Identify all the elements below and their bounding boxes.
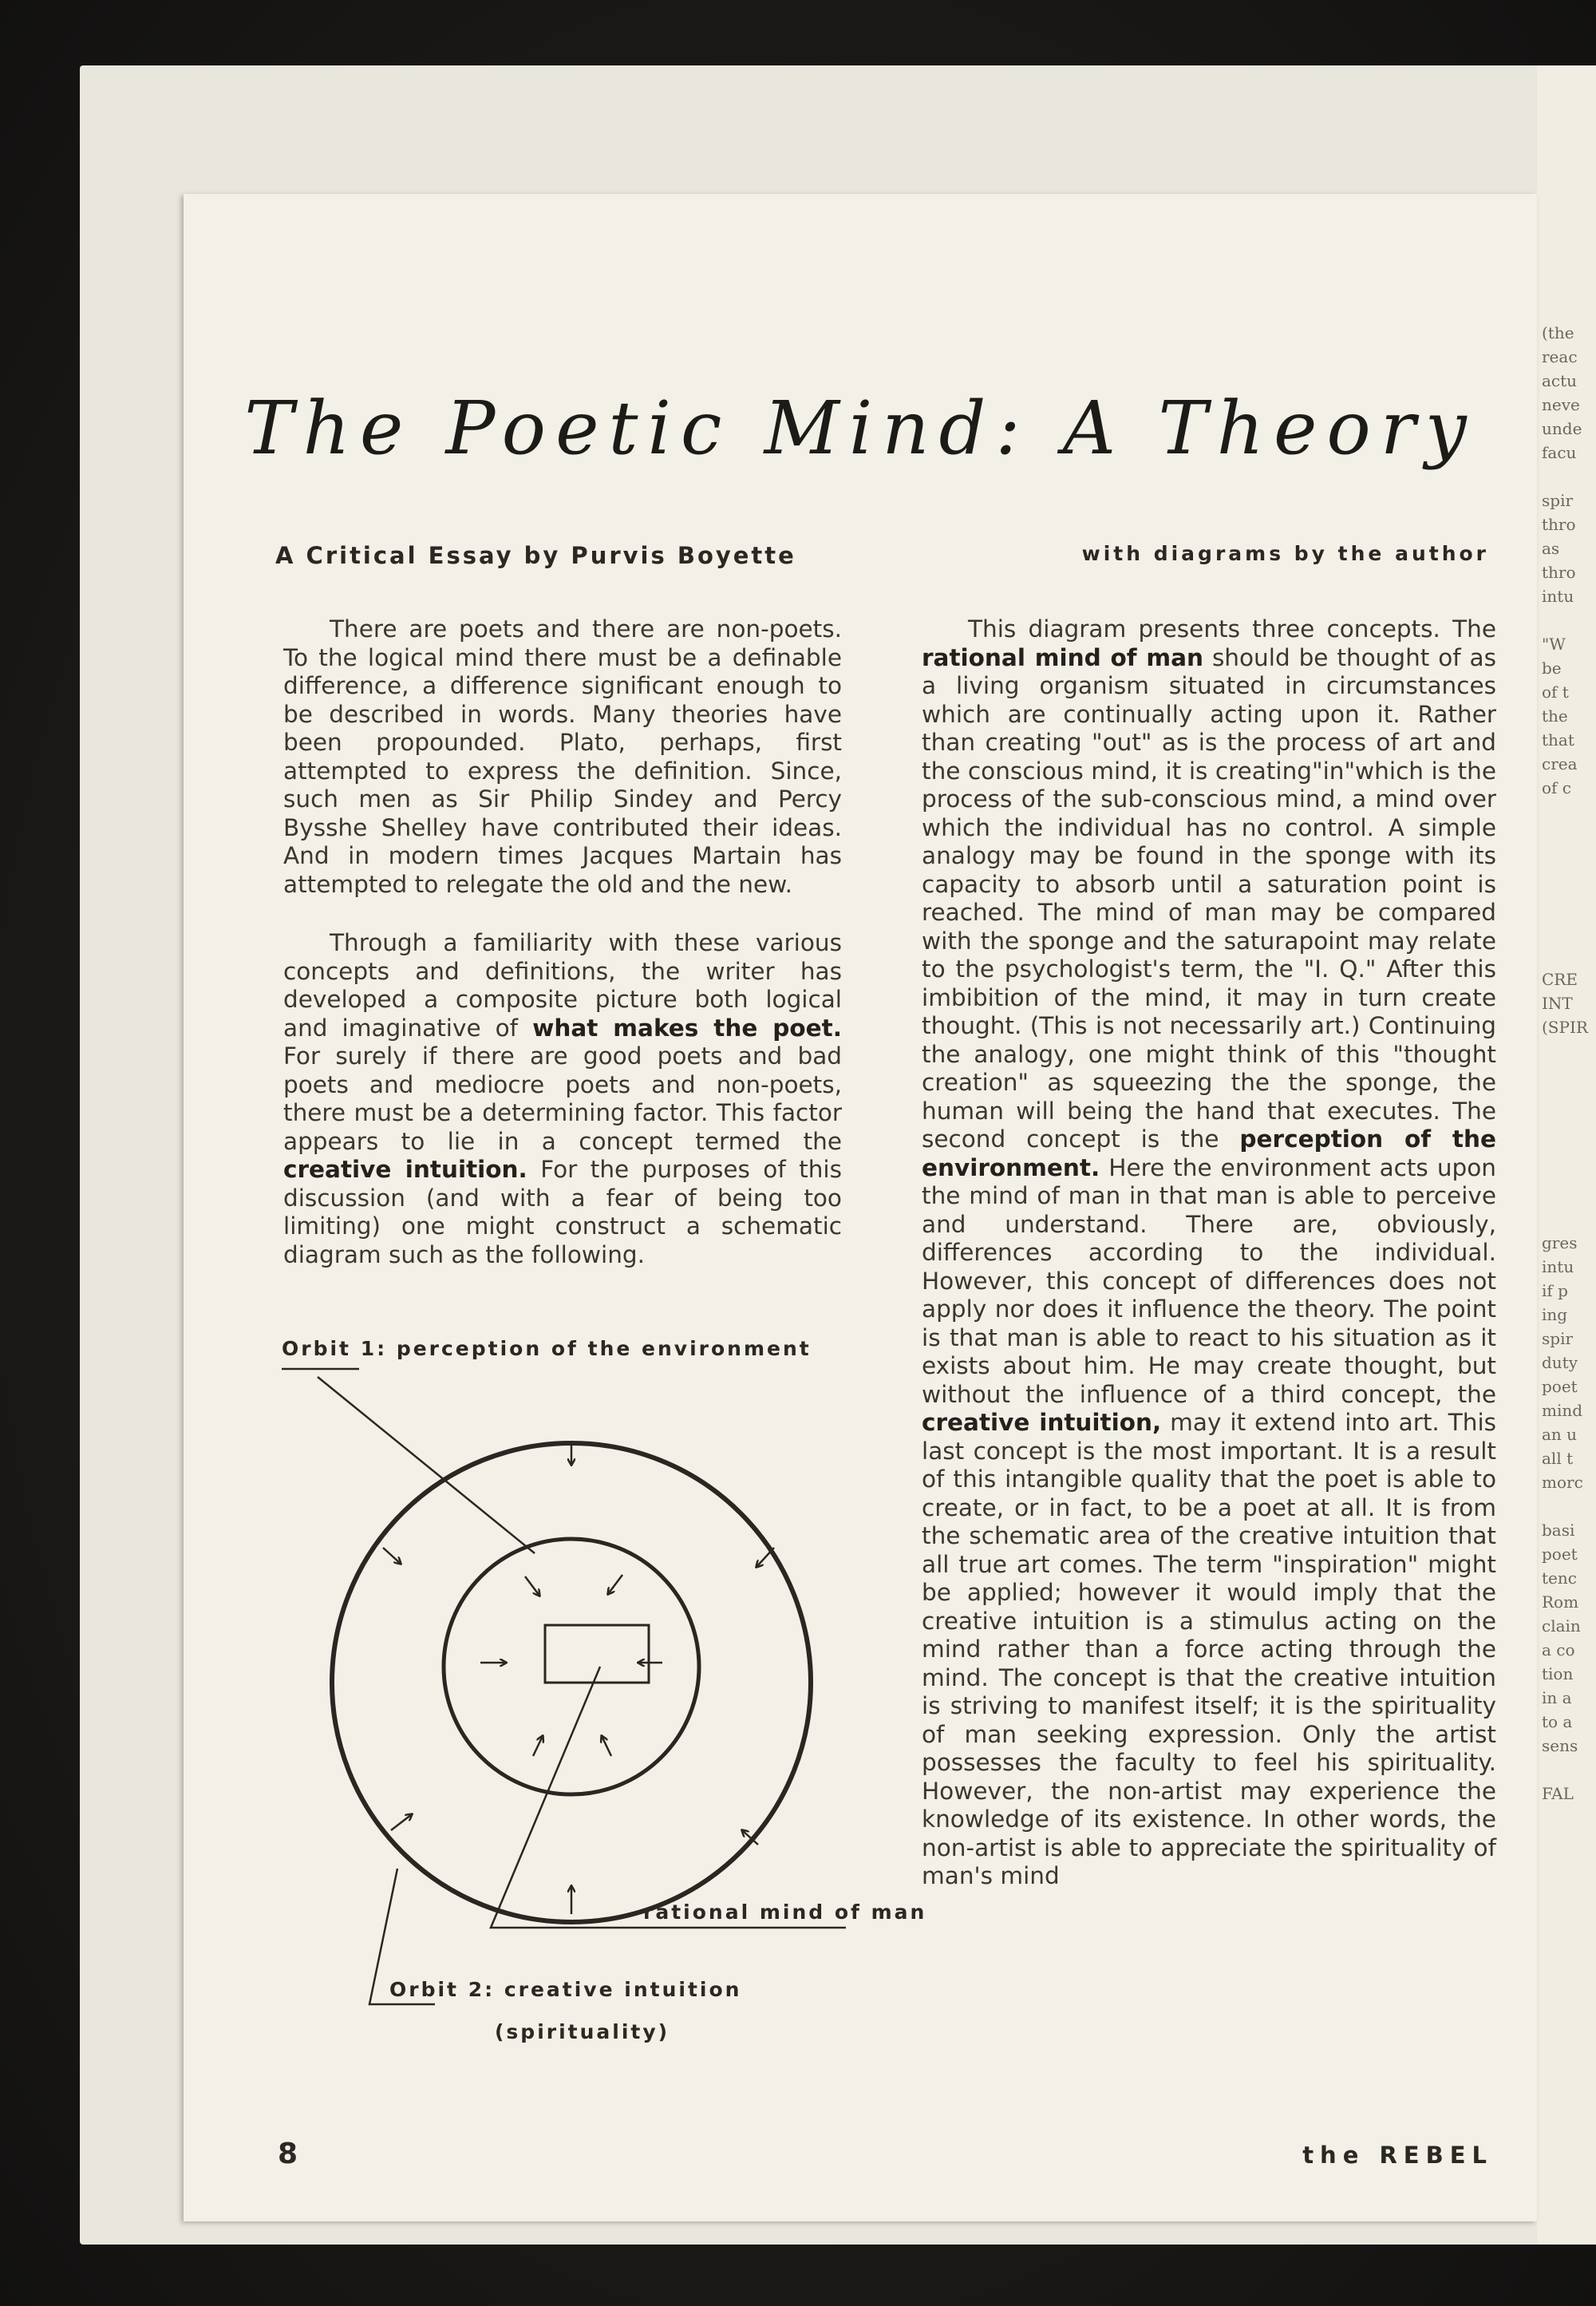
strip-text-fragment: actu [1542,371,1578,390]
strip-text-fragment: thro [1542,515,1576,534]
arrow [608,1575,622,1594]
strip-text-fragment [1542,896,1596,920]
strip-text-fragment: CRE [1542,970,1578,989]
strip-text-fragment: mind [1542,1401,1583,1420]
strip-text-fragment: unde [1542,419,1582,438]
strip-text-fragment [1542,1111,1596,1135]
strip-text-fragment: FAL [1542,1784,1574,1803]
strip-text-fragment: intu [1542,587,1574,606]
strip-text-fragment: thro [1542,563,1576,582]
strip-text-fragment: INT [1542,994,1573,1013]
strip-text-fragment [1542,1087,1596,1111]
orbit1-pointer-line [318,1377,535,1553]
strip-text-fragment: tion [1542,1664,1574,1683]
orbit1-label: Orbit 1: perception of the environment [282,1337,812,1360]
strip-text-fragment: clain [1542,1616,1581,1636]
strip-text-fragment [1542,824,1596,848]
right-column [922,615,1496,1921]
strip-text-fragment [1542,872,1596,896]
strip-text-fragment [1542,465,1596,488]
strip-text-fragment [1542,943,1596,967]
strip-text-fragment: an u [1542,1425,1578,1444]
strip-text-fragment [1542,920,1596,943]
inner-orbit-circle [444,1539,699,1794]
arrow [533,1736,543,1756]
arrow [757,1548,774,1567]
strip-text-fragment [1542,608,1596,632]
strip-text-fragment: a co [1542,1640,1575,1659]
left-column [283,615,842,1299]
strip-text-fragment: (SPIR [1542,1018,1588,1037]
strip-text-fragment: in a [1542,1688,1572,1707]
strip-text-fragment: facu [1542,443,1577,462]
arrow [525,1576,539,1596]
strip-text-fragment: be [1542,659,1562,678]
strip-text-fragment: all t [1542,1449,1574,1468]
byline-author: A Critical Essay by Purvis Boyette [275,542,796,569]
inner-arrows [480,1575,662,1756]
strip-text-fragment: poet [1542,1377,1578,1396]
arrow [602,1736,611,1756]
rational-mind-label: rational mind of man [643,1901,927,1924]
strip-text-fragment: sens [1542,1736,1578,1755]
arrow [391,1814,412,1830]
article-page [184,194,1537,2221]
rational-mind-pointer-line [491,1667,846,1928]
strip-text-fragment: intu [1542,1257,1574,1276]
strip-text-fragment [1542,1159,1596,1183]
strip-text-fragment: tenc [1542,1568,1577,1588]
strip-text-fragment: that [1542,730,1574,750]
strip-text-fragment: duty [1542,1353,1578,1372]
strip-text-fragment: "W [1542,635,1566,654]
strip-text-fragment: if p [1542,1281,1568,1300]
orbit2-sublabel: (spirituality) [495,2020,670,2043]
strip-text-fragment: morc [1542,1473,1583,1492]
outer-arrows [383,1441,774,1914]
page-number: 8 [278,2138,298,2170]
orbit2-label: Orbit 2: creative intuition [389,1978,742,2001]
paragraph-1: There are poets and there are non-poets. To the logical mind there must be a definable difference, a difference significant enough to be described in words. Many theories have been propounded. Plato, perhaps, first attempted to express the definition. Since, such men as Sir Philip Sindey and Percy Bysshe Shelley have contributed their ideas. And in modern times Jacques Martain has attempted to relegate the old and the new. [283,615,842,898]
strip-text-fragment [1542,1207,1596,1231]
page-title: The Poetic Mind: A Theory [244,386,1476,471]
strip-text-fragment: basi [1542,1521,1575,1540]
strip-text-fragment [1542,800,1596,824]
strip-text-fragment [1542,1758,1596,1782]
strip-text-fragment [1542,1063,1596,1087]
magazine-name: the REBEL [1302,2142,1493,2169]
strip-text-fragment: spir [1542,1329,1574,1348]
strip-text-fragment [1542,848,1596,872]
strip-text-fragment [1542,1135,1596,1159]
strip-text-fragment: of c [1542,778,1572,797]
strip-text-fragment: to a [1542,1712,1573,1731]
strip-text-fragment: Rom [1542,1592,1579,1612]
strip-text-fragment: of t [1542,682,1569,702]
arrow [383,1548,401,1564]
strip-text-fragment: neve [1542,395,1580,414]
strip-text-fragment: poet [1542,1545,1578,1564]
strip-text-fragment: the [1542,706,1568,726]
strip-text-fragment [1542,1039,1596,1063]
strip-text-fragment: (the [1542,323,1574,342]
strip-text-fragment [1542,1494,1596,1518]
paragraph-3: This diagram presents three concepts. The rational mind of man should be thought of as a living organism situated in circumstances which are continually acting upon it. Rather than creating "out" as is the process of art and the conscious mind, it is creating"in"which is the process of the sub-conscious mind, a mind over which the individual has no control. A simple analogy may be found in the sponge with its capacity to absorb until a saturation point is reached. The mind of man may be compared with the sponge and the saturapoint may relate to the psychologist's term, the "I. Q." After this imbibition of the mind, it may in turn create thought. (This is not necessarily art.) Continuing the analogy, one might think of this "thought creation" as squeezing the the sponge, the human will being the hand that executes. The second concept is the perception of the environment. Here the environment acts upon the mind of man in that man is able to perceive and understand. There are, obviously, differences according to the individual. However, this concept of differences does not apply nor does it influence the theory. The point is that man is able to react to his situation as it exists about him. He may create thought, but without the influence of a third concept, the creative intuition, may it extend into art. This last concept is the most important. It is a result of this intangible quality that the poet is able to create, or in fact, to be a poet at all. It is from the schematic area of the creative intuition that all true art comes. The term "inspiration" might be applied; however it would imply that the creative intuition is a stimulus acting on the mind rather than a force acting through the mind. The concept is that the creative intuition is striving to manifest itself; it is the spirituality of man seeking expression. Only the artist possesses the faculty to feel his spirituality. However, the non-artist may experience the knowledge of its existence. In other words, the non-artist is able to appreciate the spirituality of man's mind [922,615,1497,1889]
strip-text-fragment: reac [1542,347,1578,366]
paragraph-2: Through a familiarity with these various concepts and definitions, the writer has developed a composite picture both logical and imaginative of what makes the poet. For surely if there are good poets and bad poets and mediocre poets and non-poets, there must be a determining factor. This factor appears to lie in a concept termed the creative intuition. For the purposes of this discussion (and with a fear of being too limiting) one might construct a schematic diagram such as the following. [283,929,842,1268]
right-page-strip [1537,65,1596,2245]
strip-text-fragment: spir [1542,491,1574,510]
strip-text-fragment: as [1542,539,1560,558]
strip-text-fragment: ing [1542,1305,1568,1324]
byline-diagrams: with diagrams by the author [1081,542,1489,565]
orbit-diagram [279,1327,927,2043]
strip-text-fragment: crea [1542,754,1578,773]
strip-text-fragment: gres [1542,1233,1578,1252]
strip-text-fragment [1542,1183,1596,1207]
